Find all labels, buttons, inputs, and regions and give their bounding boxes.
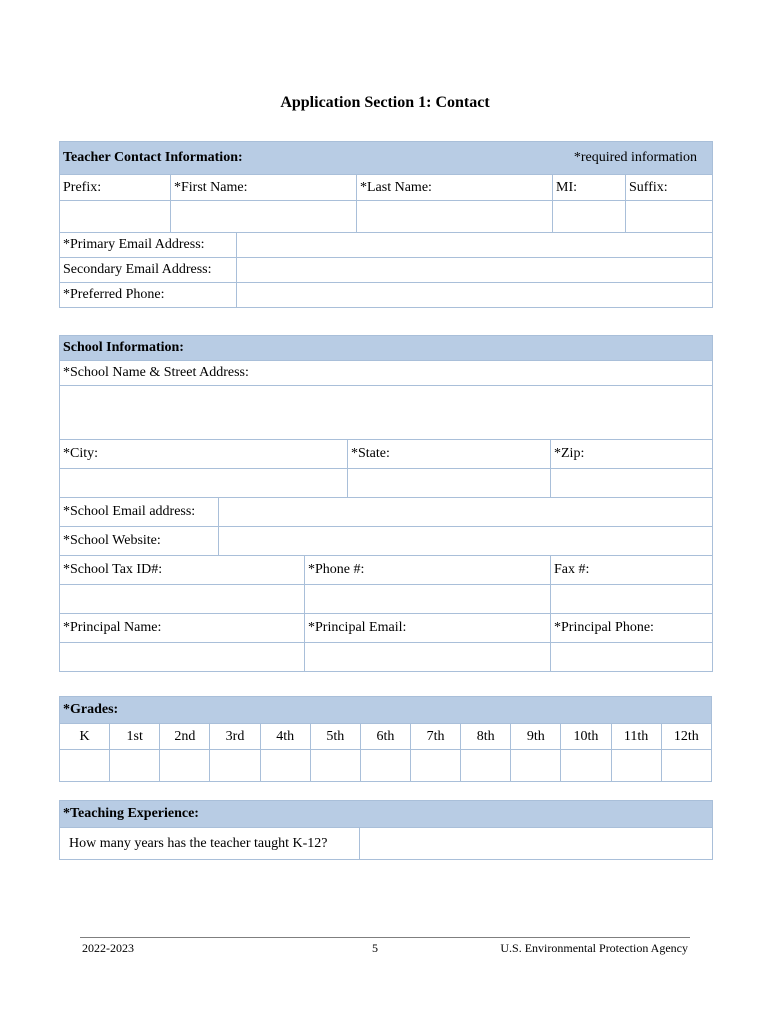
grade-checkbox-cell[interactable] [210, 750, 260, 782]
state-label: *State: [348, 440, 551, 469]
principal-phone-label: *Principal Phone: [551, 614, 713, 643]
state-field[interactable] [348, 469, 551, 498]
city-field[interactable] [60, 469, 348, 498]
first-name-field[interactable] [171, 201, 357, 233]
grade-checkbox-cell[interactable] [561, 750, 611, 782]
experience-question-label: How many years has the teacher taught K-12? [60, 828, 360, 860]
prefix-label: Prefix: [60, 175, 171, 201]
grades-table [59, 696, 712, 782]
grade-checkbox-cell[interactable] [160, 750, 210, 782]
tax-id-label: *School Tax ID#: [60, 556, 305, 585]
last-name-field[interactable] [357, 201, 553, 233]
suffix-label: Suffix: [626, 175, 713, 201]
phone-field[interactable] [305, 585, 551, 614]
grade-label: 2nd [160, 724, 210, 750]
school-email-field[interactable] [219, 498, 713, 527]
teacher-contact-table [59, 141, 713, 308]
grade-label: 8th [461, 724, 511, 750]
secondary-email-label: Secondary Email Address: [60, 258, 237, 283]
grade-checkbox-cell[interactable] [410, 750, 460, 782]
principal-email-field[interactable] [305, 643, 551, 672]
preferred-phone-label: *Preferred Phone: [60, 283, 237, 308]
mi-label: MI: [553, 175, 626, 201]
school-name-field[interactable] [60, 386, 713, 440]
school-info-table [59, 335, 713, 672]
grade-checkbox-cell[interactable] [661, 750, 711, 782]
prefix-field[interactable] [60, 201, 171, 233]
primary-email-field[interactable] [237, 233, 713, 258]
grade-label: 4th [260, 724, 310, 750]
grade-label: 3rd [210, 724, 260, 750]
zip-field[interactable] [551, 469, 713, 498]
preferred-phone-field[interactable] [237, 283, 713, 308]
grade-checkbox-cell[interactable] [260, 750, 310, 782]
grade-label: 7th [410, 724, 460, 750]
teaching-experience-table [59, 800, 713, 860]
grade-label: 1st [110, 724, 160, 750]
teacher-section-title: Teacher Contact Information: [63, 150, 243, 165]
principal-name-label: *Principal Name: [60, 614, 305, 643]
principal-email-label: *Principal Email: [305, 614, 551, 643]
school-name-label: *School Name & Street Address: [60, 361, 713, 386]
phone-label: *Phone #: [305, 556, 551, 585]
grades-section-title: *Grades: [60, 697, 712, 724]
grade-checkbox-cell[interactable] [461, 750, 511, 782]
grade-label: 11th [611, 724, 661, 750]
footer-agency: U.S. Environmental Protection Agency [500, 941, 688, 955]
first-name-label: *First Name: [171, 175, 357, 201]
mi-field[interactable] [553, 201, 626, 233]
zip-label: *Zip: [551, 440, 713, 469]
grade-checkbox-cell[interactable] [310, 750, 360, 782]
grade-checkbox-cell[interactable] [611, 750, 661, 782]
grade-label: 10th [561, 724, 611, 750]
secondary-email-field[interactable] [237, 258, 713, 283]
grade-checkbox-cell[interactable] [60, 750, 110, 782]
experience-section-title: *Teaching Experience: [60, 801, 713, 828]
page-footer [80, 937, 690, 955]
experience-years-field[interactable] [360, 828, 713, 860]
school-email-label: *School Email address: [60, 498, 219, 527]
principal-name-field[interactable] [60, 643, 305, 672]
grade-label: 9th [511, 724, 561, 750]
grade-label: K [60, 724, 110, 750]
grade-label: 12th [661, 724, 711, 750]
last-name-label: *Last Name: [357, 175, 553, 201]
grade-checkbox-cell[interactable] [360, 750, 410, 782]
suffix-field[interactable] [626, 201, 713, 233]
grade-checkbox-cell[interactable] [110, 750, 160, 782]
tax-id-field[interactable] [60, 585, 305, 614]
principal-phone-field[interactable] [551, 643, 713, 672]
grade-label: 5th [310, 724, 360, 750]
school-website-label: *School Website: [60, 527, 219, 556]
school-website-field[interactable] [219, 527, 713, 556]
page-title: Application Section 1: Contact [280, 94, 490, 111]
teacher-header-row [60, 142, 713, 175]
grade-label: 6th [360, 724, 410, 750]
city-label: *City: [60, 440, 348, 469]
school-section-title: School Information: [60, 336, 713, 361]
footer-page-number: 5 [372, 941, 378, 955]
fax-label: Fax #: [551, 556, 713, 585]
grade-checkbox-cell[interactable] [511, 750, 561, 782]
primary-email-label: *Primary Email Address: [60, 233, 237, 258]
required-note: *required information [573, 150, 698, 165]
fax-field[interactable] [551, 585, 713, 614]
footer-year: 2022-2023 [82, 941, 134, 955]
